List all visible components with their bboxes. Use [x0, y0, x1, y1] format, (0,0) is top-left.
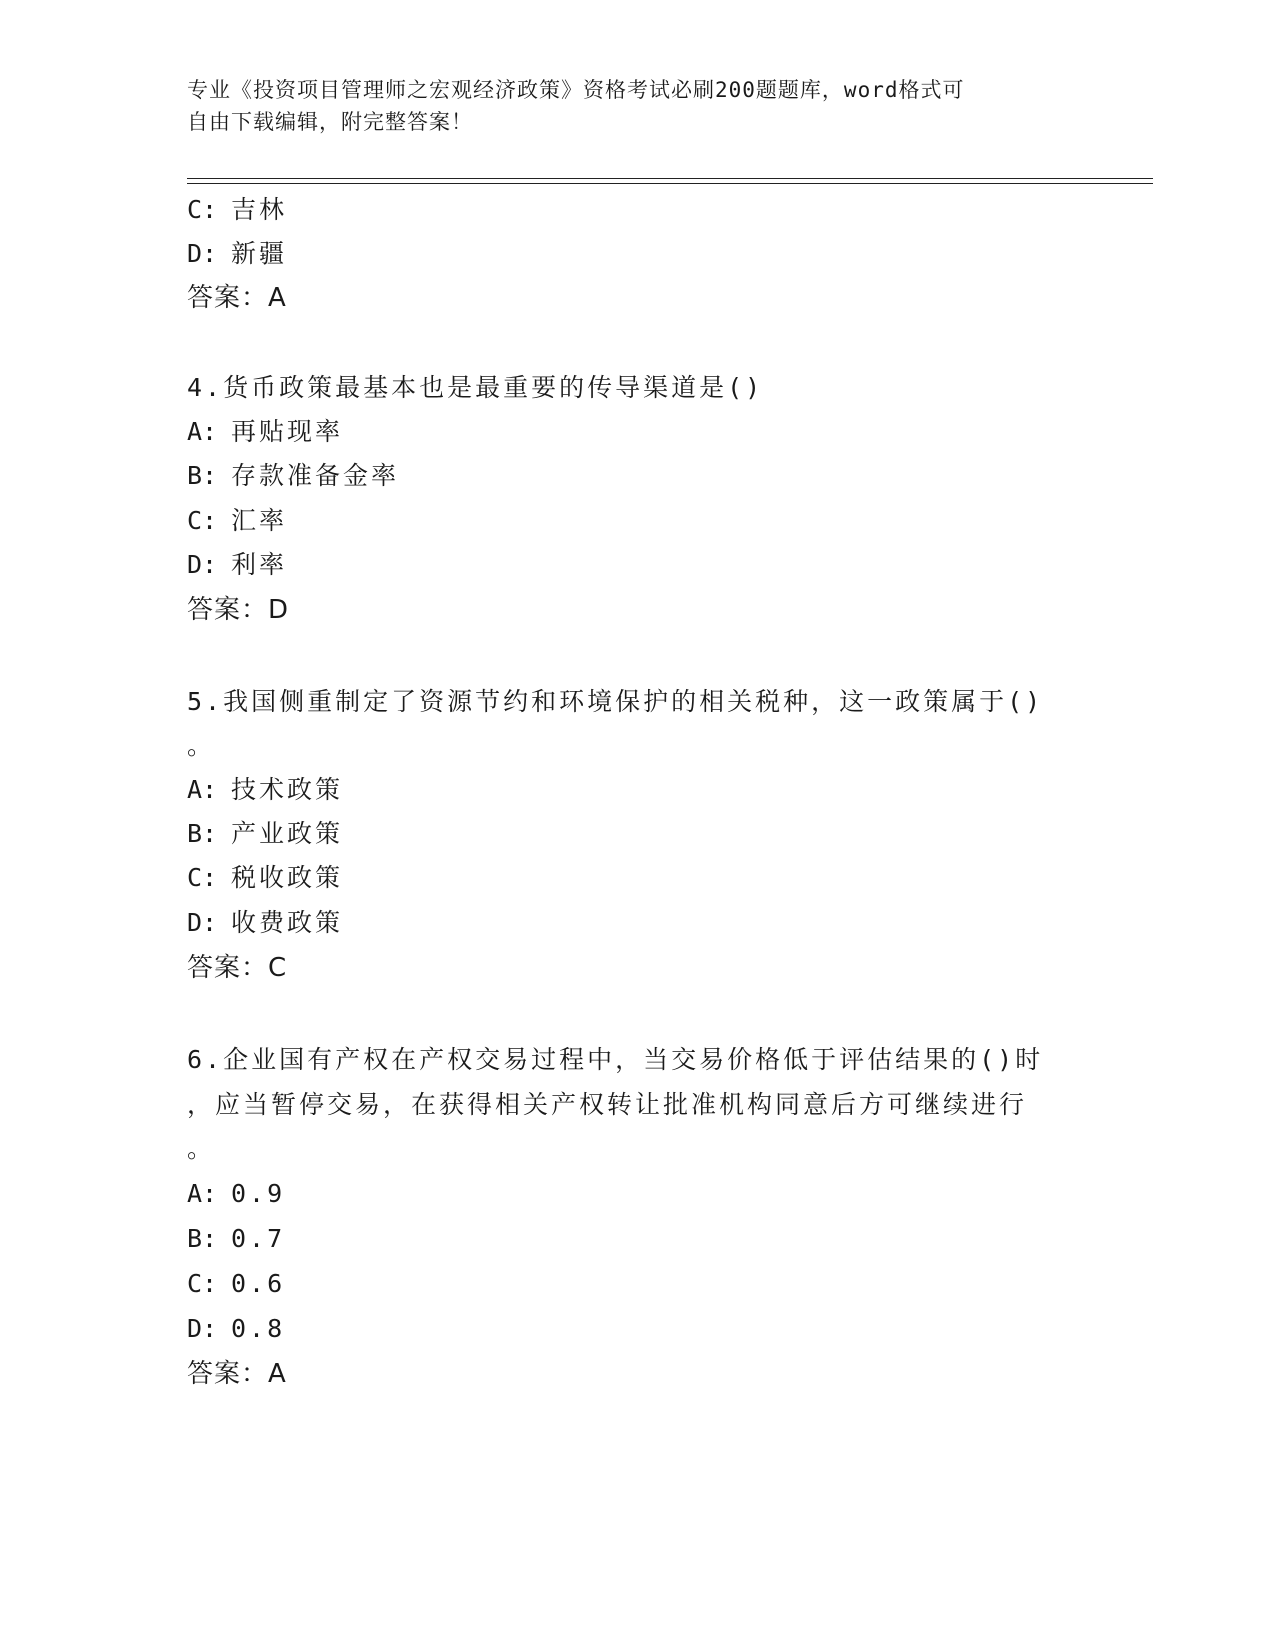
option-d — [187, 549, 287, 581]
header-line-2: 自由下载编辑，附完整答案！ — [187, 110, 473, 134]
option-text: 新疆 — [231, 239, 288, 268]
question-6-text-line-3: 。 — [187, 1134, 216, 1163]
option-text: 利率 — [231, 550, 288, 579]
answer-line: 答案：C — [187, 953, 288, 983]
question-6-text-line-2: ，应当暂停交易，在获得相关产权转让批准机构同意后方可继续进行 — [187, 1090, 1028, 1119]
option-a — [187, 774, 343, 806]
header-rule-bottom — [187, 183, 1153, 184]
answer-line: 答案：A — [187, 283, 287, 313]
option-key: A: — [187, 1179, 218, 1208]
option-b — [187, 1223, 285, 1255]
option-c — [187, 1268, 285, 1300]
option-key: C: — [187, 863, 218, 892]
option-text: 收费政策 — [231, 908, 344, 937]
answer-line: 答案：A — [187, 1359, 287, 1389]
option-key: C: — [187, 195, 218, 224]
document-header — [187, 74, 1067, 138]
option-key: D: — [187, 908, 218, 937]
option-text: 0.8 — [231, 1314, 286, 1343]
question-4-text: 4.货币政策最基本也是最重要的传导渠道是() — [187, 373, 764, 402]
option-c — [187, 505, 287, 537]
option-key: A: — [187, 775, 218, 804]
option-key: B: — [187, 819, 218, 848]
option-d — [187, 907, 343, 939]
option-text: 0.6 — [231, 1269, 286, 1298]
option-text: 存款准备金率 — [231, 461, 400, 490]
option-key: C: — [187, 506, 218, 535]
question-5-text-line-2: 。 — [187, 731, 216, 760]
option-b — [187, 460, 399, 492]
option-d — [187, 1313, 285, 1345]
option-a — [187, 416, 343, 448]
option-text: 税收政策 — [231, 863, 344, 892]
option-a — [187, 1178, 285, 1210]
option-text: 0.7 — [231, 1224, 286, 1253]
header-rule-top — [187, 178, 1153, 179]
question-6-text-line-1: 6.企业国有产权在产权交易过程中，当交易价格低于评估结果的()时 — [187, 1045, 1044, 1074]
option-d — [187, 238, 287, 270]
option-c — [187, 194, 287, 226]
option-key: C: — [187, 1269, 218, 1298]
option-text: 产业政策 — [231, 819, 344, 848]
option-key: D: — [187, 239, 218, 268]
option-text: 再贴现率 — [231, 417, 344, 446]
option-key: D: — [187, 550, 218, 579]
option-key: D: — [187, 1314, 218, 1343]
option-key: A: — [187, 417, 218, 446]
option-key: B: — [187, 461, 218, 490]
option-text: 吉林 — [231, 195, 288, 224]
option-text: 汇率 — [231, 506, 288, 535]
option-key: B: — [187, 1224, 218, 1253]
option-b — [187, 818, 343, 850]
question-5-text-line-1: 5.我国侧重制定了资源节约和环境保护的相关税种，这一政策属于() — [187, 687, 1044, 716]
option-text: 0.9 — [231, 1179, 286, 1208]
option-c — [187, 862, 343, 894]
header-line-1: 专业《投资项目管理师之宏观经济政策》资格考试必刷200题题库，word格式可 — [187, 78, 965, 102]
option-text: 技术政策 — [231, 775, 344, 804]
answer-line: 答案：D — [187, 595, 290, 625]
